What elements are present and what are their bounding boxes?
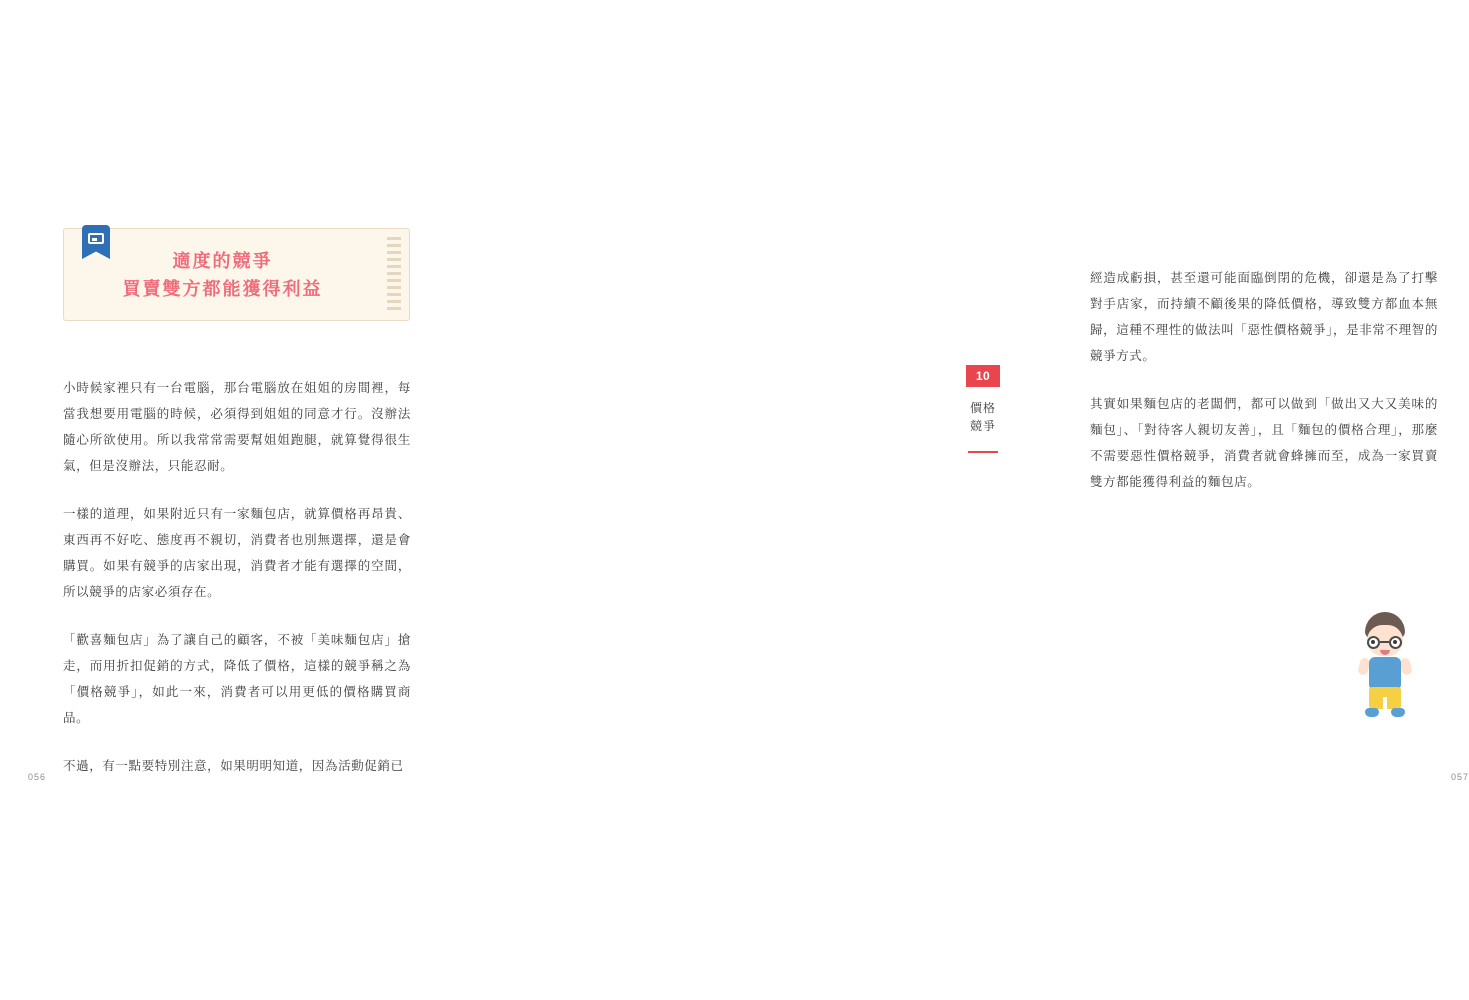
chapter-number: 10 [966, 365, 1000, 387]
boy-eye-right [1393, 640, 1397, 644]
section-heading-text [64, 247, 381, 303]
boy-shirt [1369, 657, 1401, 689]
boy-eye-left [1371, 640, 1375, 644]
chapter-thumb-tab [966, 365, 1000, 453]
boy-pants [1369, 687, 1401, 709]
chapter-label: 價格競爭 [969, 401, 996, 433]
left-page [0, 0, 500, 1000]
section-heading-line-1: 適度的競爭 [172, 251, 273, 271]
page-number-left: 056 [28, 772, 47, 782]
boy-glasses-bridge [1380, 641, 1389, 643]
paragraph: 一樣的道理，如果附近只有一家麵包店，就算價格再昂貴、東西再不好吃、態度再不親切，消費者也別無選擇，還是會購買。如果有競爭的店家出現，消費者才能有選擇的空間，所以競爭的店家必須存在。 [63, 507, 411, 599]
boy-arm-right [1399, 657, 1413, 676]
paragraph: 「歡喜麵包店」為了讓自己的顧客，不被「美味麵包店」搶走，而用折扣促銷的方式，降低了價格，這樣的競爭稱之為「價格競爭」，如此一來，消費者可以用更低的價格購買商品。 [63, 633, 411, 725]
boy-character-illustration [1352, 612, 1418, 730]
paragraph: 其實如果麵包店的老闆們，都可以做到「做出又大又美味的麵包」、「對待客人親切友善」，且「麵包的價格合理」，那麼不需要惡性價格競爭，消費者就會蜂擁而至，成為一家買賣雙方都能獲得利益的麵包店。 [1090, 397, 1438, 489]
paragraph: 不過，有一點要特別注意，如果明明知道，因為活動促銷已 [63, 759, 404, 773]
boy-shoe-left [1365, 708, 1379, 717]
right-page-body-text [1090, 265, 1438, 495]
page-number-right: 057 [1451, 772, 1469, 782]
chapter-tab-rule [968, 451, 998, 453]
bookmark-tag-icon-glyph [88, 233, 104, 244]
section-heading-line-2: 買賣雙方都能獲得利益 [122, 279, 323, 299]
paragraph: 小時候家裡只有一台電腦，那台電腦放在姐姐的房間裡，每當我想要用電腦的時候，必須得到姐姐的同意才行。沒辦法隨心所欲使用。所以我常常需要幫姐姐跑腿，就算覺得很生氣，但是沒辦法，只能忍耐。 [63, 381, 411, 473]
boy-shoe-right [1391, 708, 1405, 717]
right-page [500, 0, 1469, 1000]
section-heading-banner [63, 228, 410, 321]
banner-perforation-decoration [387, 237, 401, 312]
left-page-body-text [63, 375, 411, 779]
paragraph: 經造成虧損，甚至還可能面臨倒閉的危機，卻還是為了打擊對手店家，而持續不顧後果的降低價格，導致雙方都血本無歸，這種不理性的做法叫「惡性價格競爭」，是非常不理智的競爭方式。 [1090, 271, 1438, 363]
